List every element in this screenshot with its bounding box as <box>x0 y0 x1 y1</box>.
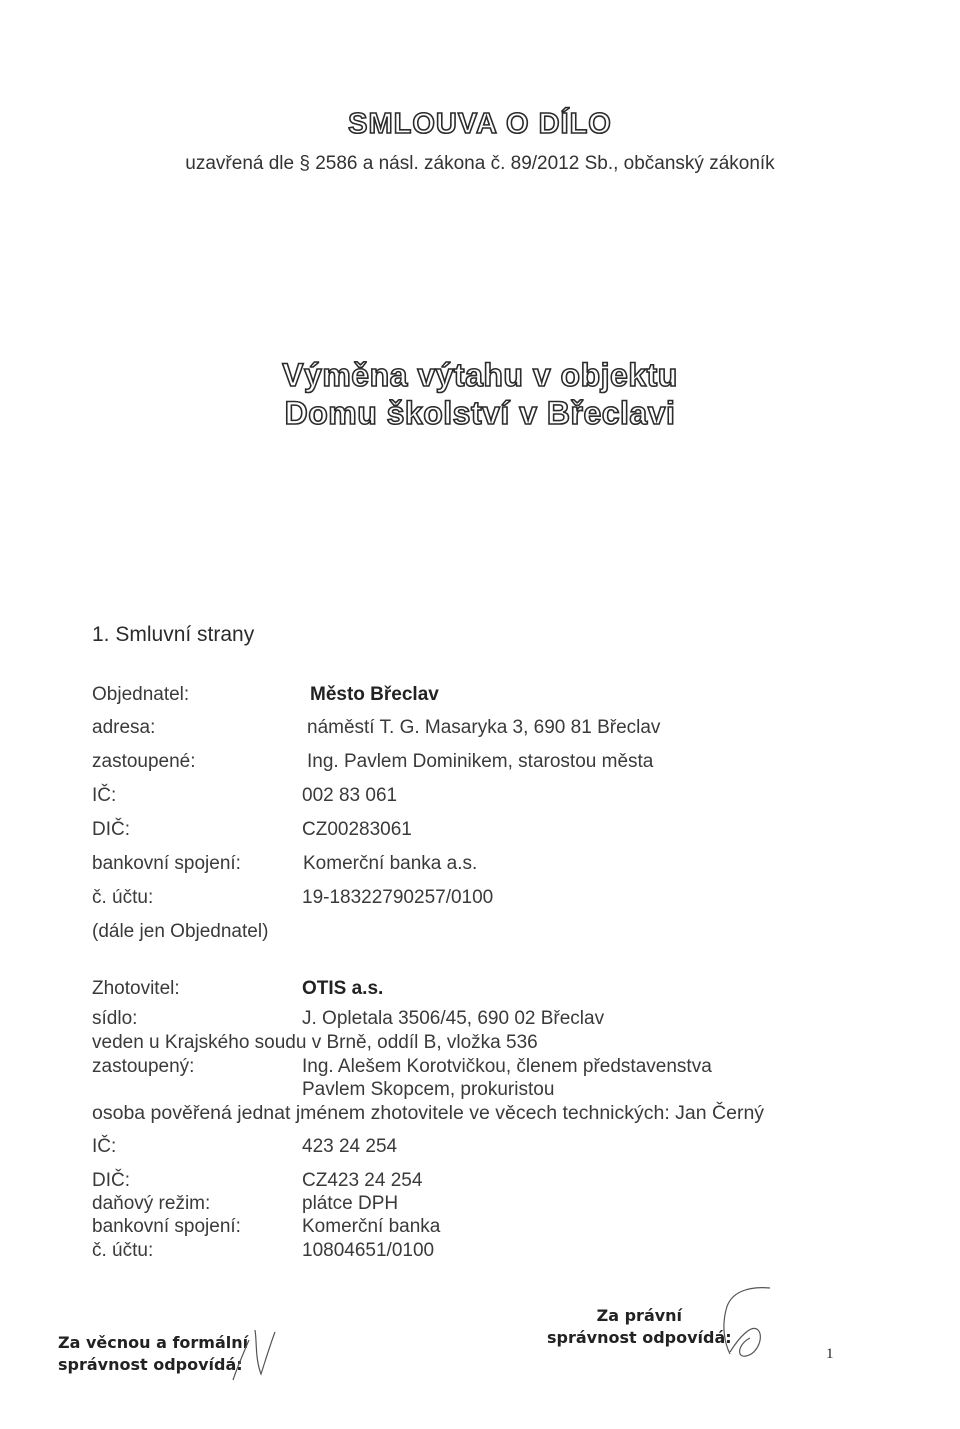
zastoupene-label: zastoupené: <box>92 751 196 772</box>
zhotovitel-ic-label: IČ: <box>92 1136 117 1157</box>
bankovni-spojeni-label: bankovní spojení: <box>92 853 241 874</box>
zhotovitel-dic-label: DIČ: <box>92 1170 130 1191</box>
sidlo-value: J. Opletala 3506/45, 690 02 Břeclav <box>302 1008 605 1029</box>
zastoupeny-value-2: Pavlem Skopcem, prokuristou <box>302 1079 555 1100</box>
ic-label: IČ: <box>92 785 117 806</box>
bankovni-spojeni-value: Komerční banka a.s. <box>303 853 478 874</box>
footer-right-line-1: Za právní <box>596 1306 683 1325</box>
footer-right-line-2: správnost odpovídá: <box>547 1328 732 1347</box>
zastoupeny-value-1: Ing. Alešem Korotvičkou, členem představenstva <box>302 1056 712 1077</box>
document-subtitle: uzavřená dle § 2586 a násl. zákona č. 89/2012 Sb., občanský zákoník <box>185 153 775 174</box>
cislo-uctu-label: č. účtu: <box>92 887 154 908</box>
sidlo-label: sídlo: <box>92 1008 138 1029</box>
danovy-rezim-value: plátce DPH <box>302 1193 399 1214</box>
signature-right-icon <box>700 1282 790 1372</box>
danovy-rezim-label: daňový režim: <box>92 1193 211 1214</box>
zastoupene-value: Ing. Pavlem Dominikem, starostou města <box>307 751 654 772</box>
footer-left-line-2: správnost odpovídá: <box>58 1355 243 1374</box>
zhotovitel-bank-value: Komerční banka <box>302 1216 441 1237</box>
ic-value: 002 83 061 <box>302 785 398 806</box>
objednatel-label: Objednatel: <box>92 684 190 705</box>
zhotovitel-label: Zhotovitel: <box>92 978 180 999</box>
zastoupeny-label: zastoupený: <box>92 1056 195 1077</box>
dic-value: CZ00283061 <box>302 819 412 840</box>
zhotovitel-value: OTIS a.s. <box>302 978 384 999</box>
page-number: 1 <box>826 1346 834 1362</box>
objednatel-value: Město Břeclav <box>310 684 439 705</box>
zhotovitel-ucet-label: č. účtu: <box>92 1240 154 1261</box>
project-title-line-2: Domu školství v Břeclavi <box>284 395 676 431</box>
section-heading-smluvni-strany: 1. Smluvní strany <box>92 623 255 646</box>
footer-left-note <box>58 1332 248 1376</box>
objednatel-note: (dále jen Objednatel) <box>92 921 269 942</box>
signature-left-icon <box>225 1318 285 1388</box>
project-title-line-1: Výměna výtahu v objektu <box>282 357 678 393</box>
osoba-poverena-line: osoba pověřená jednat jménem zhotovitele ve věcech technických: Jan Černý <box>92 1102 765 1124</box>
document-title: SMLOUVA O DÍLO <box>348 108 612 140</box>
registry-line: veden u Krajského soudu v Brně, oddíl B, vložka 536 <box>92 1032 538 1053</box>
dic-label: DIČ: <box>92 819 130 840</box>
zhotovitel-bank-label: bankovní spojení: <box>92 1216 241 1237</box>
zhotovitel-ic-value: 423 24 254 <box>302 1136 398 1157</box>
zhotovitel-dic-value: CZ423 24 254 <box>302 1170 423 1191</box>
adresa-value: náměstí T. G. Masaryka 3, 690 81 Břeclav <box>307 717 661 738</box>
adresa-label: adresa: <box>92 717 156 738</box>
footer-left-line-1: Za věcnou a formální <box>58 1333 249 1352</box>
cislo-uctu-value: 19-18322790257/0100 <box>302 887 494 908</box>
zhotovitel-ucet-value: 10804651/0100 <box>302 1240 435 1261</box>
